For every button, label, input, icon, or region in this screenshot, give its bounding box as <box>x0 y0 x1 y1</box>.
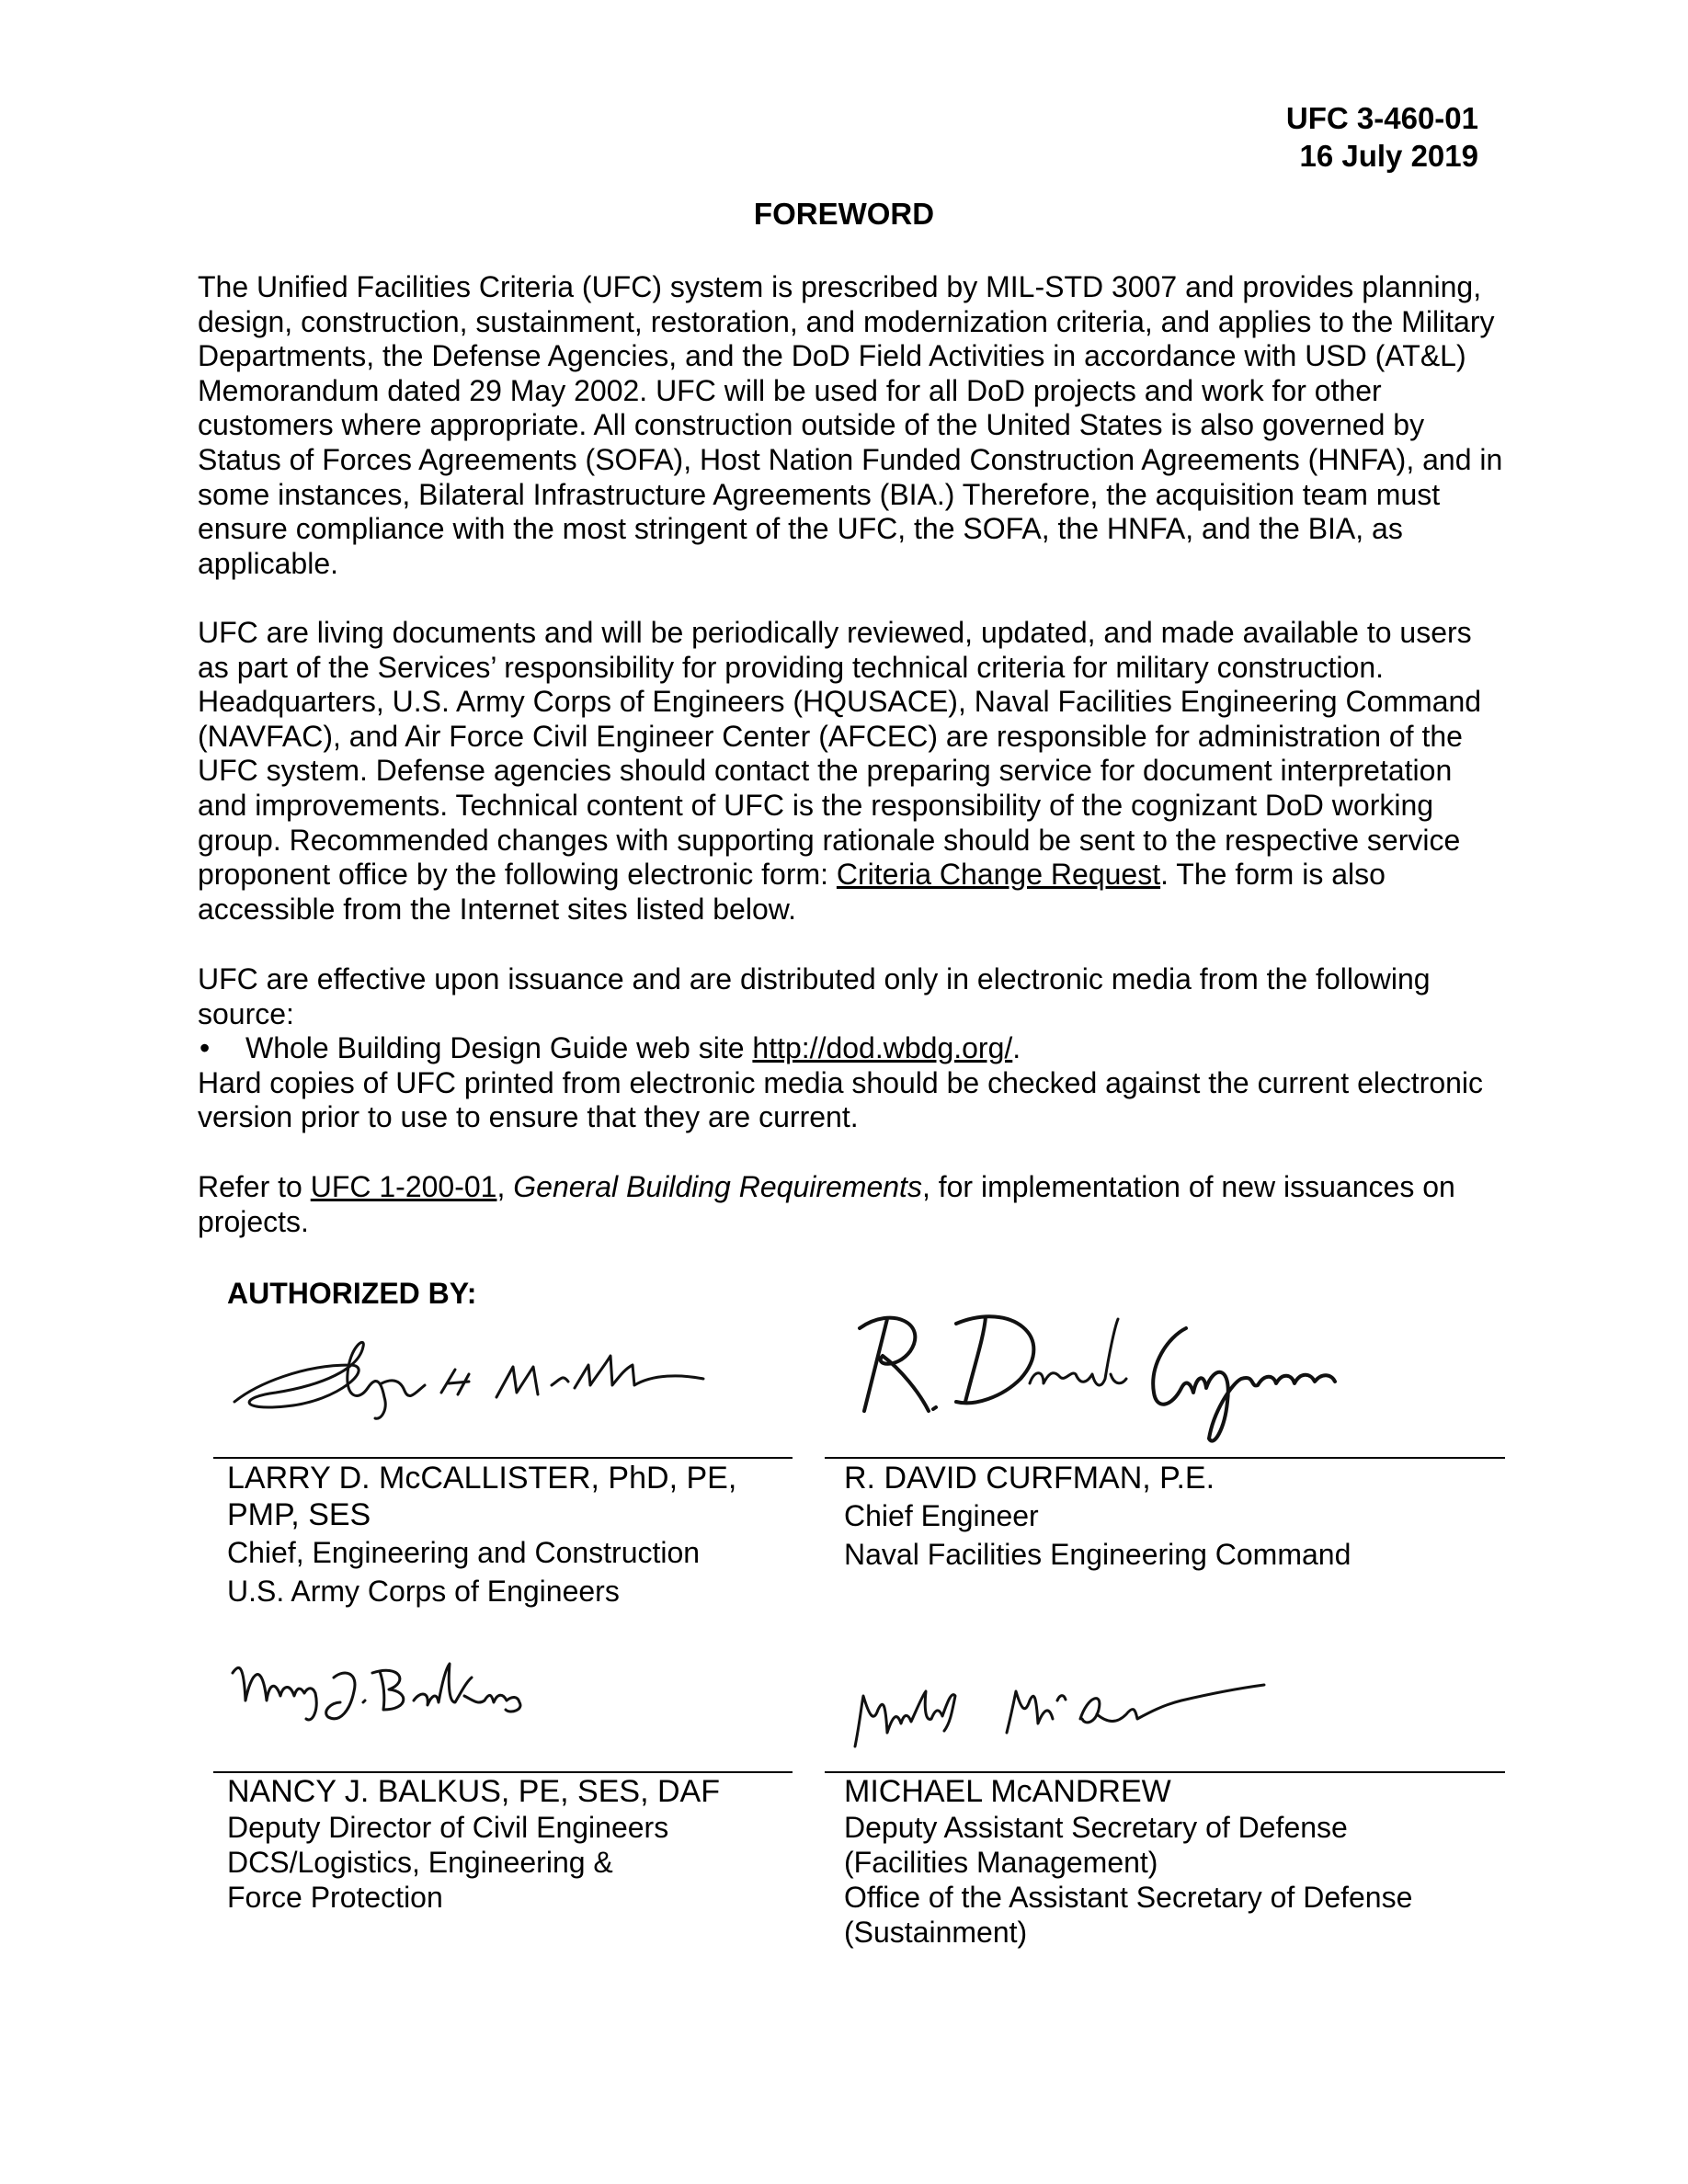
signatory-2 <box>844 1460 1488 1572</box>
signature-mcandrew <box>832 1668 1292 1760</box>
signature-line-1 <box>213 1457 793 1459</box>
signatory-3-title-3: Force Protection <box>227 1881 443 1914</box>
bullet-text-end: . <box>1012 1031 1021 1065</box>
signatory-1 <box>227 1460 779 1609</box>
paragraph-4-text-end: , for implementation of new issuances on projects. <box>198 1170 1455 1238</box>
document-header <box>1286 99 1478 175</box>
signature-curfman <box>846 1301 1342 1448</box>
paragraph-4-sep: , <box>496 1170 514 1203</box>
paragraph-3 <box>198 962 1503 1135</box>
criteria-change-request-link[interactable]: Criteria Change Request <box>836 858 1161 892</box>
signatory-3 <box>227 1773 779 1915</box>
signatory-4-title-3: Office of the Assistant Secretary of Defense <box>844 1881 1413 1914</box>
signatory-1-name: LARRY D. McCALLISTER, PhD, PE, <box>227 1461 737 1496</box>
signatory-3-name: NANCY J. BALKUS, PE, SES, DAF <box>227 1774 720 1809</box>
signatory-4-title-2: (Facilities Management) <box>844 1846 1158 1879</box>
bullet-item-wbdg <box>198 1031 1503 1066</box>
signatory-4-title-4: (Sustainment) <box>844 1916 1028 1949</box>
signatory-4-name: MICHAEL McANDREW <box>844 1774 1171 1809</box>
signature-mccallister <box>221 1328 772 1429</box>
document-date: 16 July 2019 <box>1299 139 1478 173</box>
paragraph-3-after: Hard copies of UFC printed from electronic media should be checked against the current electronic version prior to use to ensure that they are current. <box>198 1065 1484 1134</box>
signatory-3-title-2: DCS/Logistics, Engineering & <box>227 1846 613 1879</box>
signatory-1-title-1: Chief, Engineering and Construction <box>227 1536 701 1569</box>
signatory-2-name: R. DAVID CURFMAN, P.E. <box>844 1461 1215 1496</box>
document-number: UFC 3-460-01 <box>1285 101 1478 135</box>
signatory-4-title-1: Deputy Assistant Secretary of Defense <box>844 1811 1348 1844</box>
paragraph-4-text: Refer to <box>198 1170 311 1203</box>
paragraph-4 <box>198 1170 1503 1239</box>
signatory-1-title-2: U.S. Army Corps of Engineers <box>227 1575 620 1608</box>
signatory-3-title-1: Deputy Director of Civil Engineers <box>227 1811 669 1844</box>
bullet-text: Whole Building Design Guide web site <box>245 1031 753 1065</box>
bullet-icon: • <box>200 1031 211 1065</box>
signature-balkus <box>225 1645 575 1737</box>
paragraph-2 <box>198 616 1503 927</box>
authorized-by-label: AUTHORIZED BY: <box>227 1277 477 1310</box>
paragraph-2-text: UFC are living documents and will be periodically reviewed, updated, and made available to users as part of the Services’ responsibility for providing technical criteria for military construction. Headquarters, U.S. Army Corps of Engineers (HQUSACE), Naval Facilities Engineering Command (NAVFAC), and Air Force Civil Engineer Center (AFCEC) are responsible for administration of the UFC system. Defense agencies should contact the preparing service for document interpretation and improvements. Technical content of UFC is the responsibility of the cognizant DoD working group. Recommended changes with supporting rationale should be sent to the respective service proponent office by the following electronic form: <box>198 616 1482 892</box>
paragraph-1: The Unified Facilities Criteria (UFC) system is prescribed by MIL-STD 3007 and provides planning, design, construction, sustainment, restoration, and modernization criteria, and applies to the Military Departments, the Defense Agencies, and the DoD Field Activities in accordance with USD (AT&L) Memorandum dated 29 May 2002. UFC will be used for all DoD projects and work for other customers where appropriate. All construction outside of the United States is also governed by Status of Forces Agreements (SOFA), Host Nation Funded Construction Agreements (HNFA), and in some instances, Bilateral Infrastructure Agreements (BIA.) Therefore, the acquisition team must ensure compliance with the most stringent of the UFC, the SOFA, the HNFA, and the BIA, as applicable. <box>198 270 1503 580</box>
paragraph-2-text-end: . The form is also accessible from the Internet sites listed below. <box>198 858 1386 926</box>
signatory-1-name-cont: PMP, SES <box>227 1497 371 1532</box>
signatory-2-title-2: Naval Facilities Engineering Command <box>844 1538 1352 1571</box>
paragraph-3-intro: UFC are effective upon issuance and are distributed only in electronic media from the following source: <box>198 962 1431 1030</box>
ufc-1-200-01-link[interactable]: UFC 1-200-01 <box>310 1170 497 1203</box>
signature-line-2 <box>825 1457 1505 1459</box>
wbdg-link[interactable]: http://dod.wbdg.org/ <box>752 1031 1013 1065</box>
signatory-2-title-1: Chief Engineer <box>844 1499 1039 1532</box>
general-building-requirements-title: General Building Requirements <box>513 1170 922 1203</box>
signatory-4 <box>844 1773 1488 1950</box>
page-title: FOREWORD <box>753 197 935 231</box>
